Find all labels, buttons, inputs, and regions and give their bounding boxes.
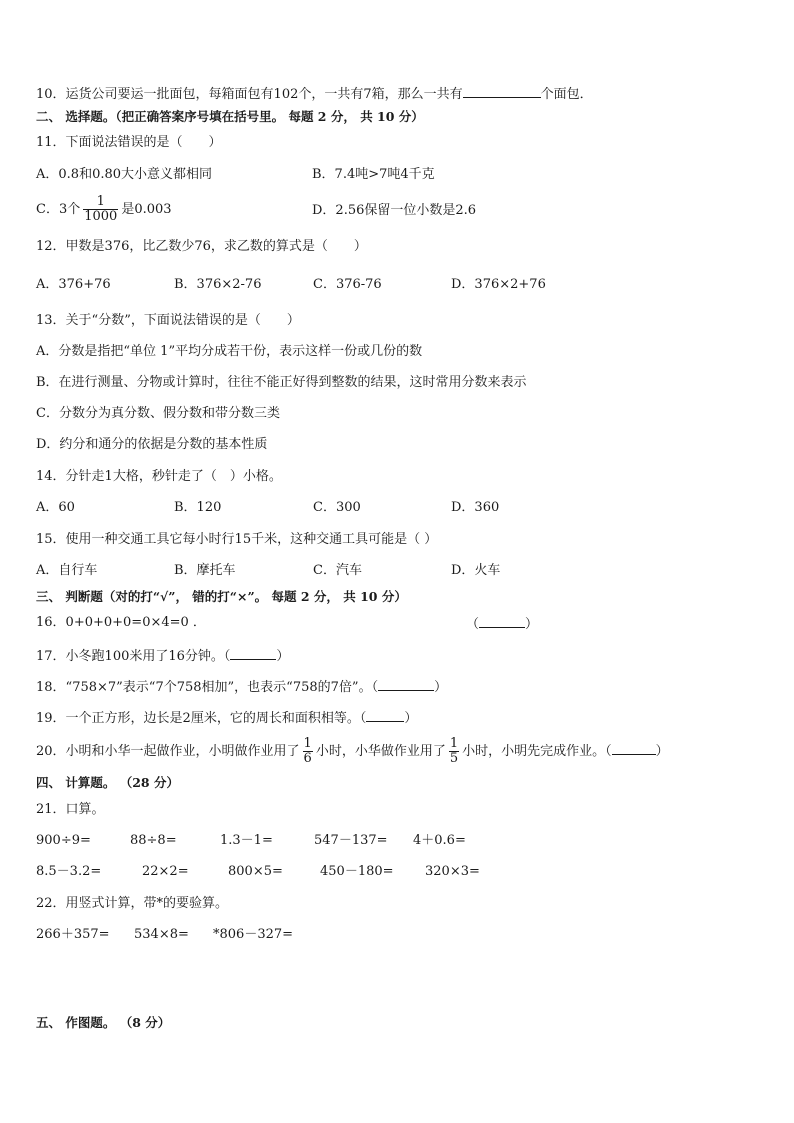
answer-blank[interactable]	[378, 677, 434, 691]
question-14-option-c[interactable]: C．300	[313, 500, 361, 515]
calc-item[interactable]: 547－137=	[314, 833, 388, 848]
question-16-text: 16．0+0+0+0=0×4=0 ．	[36, 615, 206, 630]
paren-right: ）	[434, 680, 448, 695]
answer-blank[interactable]	[463, 84, 541, 98]
fraction-2	[449, 737, 459, 766]
question-13-option-d[interactable]: D．约分和通分的依据是分数的基本性质	[36, 437, 268, 452]
calc-item[interactable]: 450－180=	[320, 864, 394, 879]
question-11-option-d[interactable]: D．2.56保留一位小数是2.6	[312, 203, 477, 218]
calc-item[interactable]: 900÷9=	[36, 833, 91, 848]
option-c-prefix: C．3个	[36, 202, 81, 217]
question-14-stem: 14．分针走1大格，秒针走了（ ）小格。	[36, 469, 282, 484]
question-17	[36, 646, 289, 666]
fraction	[83, 195, 118, 224]
question-10-text: 10．运货公司要运一批面包，每箱面包有102个，一共有7箱，那么一共有	[36, 87, 463, 102]
question-18	[36, 677, 447, 697]
question-19	[36, 708, 417, 728]
answer-blank[interactable]	[366, 708, 404, 722]
question-20-text-1: 20．小明和小华一起做作业，小明做作业用了	[36, 744, 300, 759]
fraction-numerator: 1	[83, 195, 118, 210]
question-11-option-a[interactable]: A．0.8和0.80大小意义都相同	[36, 167, 213, 182]
question-13-option-b[interactable]: B．在进行测量、分物或计算时，往往不能正好得到整数的结果，这时常用分数来表示	[36, 375, 527, 390]
vertical-calc-item[interactable]: *806－327=	[213, 927, 294, 942]
section-3-heading: 三、 判断题（对的打“√”， 错的打“×”。 每题 2 分， 共 10 分）	[36, 589, 407, 604]
question-13-option-a[interactable]: A．分数是指把“单位 1”平均分成若干份，表示这样一份或几份的数	[36, 344, 423, 359]
paren-right: ）	[276, 649, 290, 664]
question-22-stem: 22．用竖式计算，带*的要验算。	[36, 896, 229, 911]
fraction-numerator: 1	[303, 736, 312, 751]
answer-blank[interactable]	[612, 741, 656, 755]
option-c-suffix: 是0.003	[121, 202, 172, 217]
question-15-option-d[interactable]: D．火车	[451, 563, 501, 578]
question-13-option-c[interactable]: C．分数分为真分数、假分数和带分数三类	[36, 406, 280, 421]
question-12-option-d[interactable]: D．376×2+76	[451, 277, 546, 292]
question-15-option-b[interactable]: B．摩托车	[174, 563, 236, 578]
question-12-option-a[interactable]: A．376+76	[36, 277, 111, 292]
question-16-answer[interactable]	[466, 614, 538, 634]
paren-left: （	[466, 617, 480, 632]
vertical-calc-item[interactable]: 534×8=	[134, 927, 189, 942]
question-20-text-2: 小时，小华做作业用了	[315, 744, 446, 759]
calc-item[interactable]: 1.3－1=	[220, 833, 273, 848]
question-13-stem: 13．关于“分数”，下面说法错误的是（ ）	[36, 313, 300, 328]
calc-item[interactable]: 8.5－3.2=	[36, 864, 102, 879]
fraction-denominator: 6	[303, 751, 312, 766]
answer-blank[interactable]	[479, 614, 525, 628]
section-2-heading: 二、 选择题。（把正确答案序号填在括号里。 每题 2 分， 共 10 分）	[36, 109, 424, 124]
calc-item[interactable]: 22×2=	[142, 864, 189, 879]
answer-blank[interactable]	[230, 646, 276, 660]
question-20	[36, 734, 669, 770]
calc-item[interactable]: 320×3=	[425, 864, 480, 879]
calc-item[interactable]: 4＋0.6=	[413, 833, 466, 848]
vertical-calc-item[interactable]: 266＋357=	[36, 927, 110, 942]
paren-right: ）	[655, 744, 669, 759]
question-11-stem: 11．下面说法错误的是（ ）	[36, 135, 222, 150]
paren-right: ）	[404, 711, 418, 726]
question-12-stem: 12．甲数是376，比乙数少76，求乙数的算式是（ ）	[36, 239, 367, 254]
question-21-stem: 21．口算。	[36, 802, 105, 817]
question-15-option-c[interactable]: C．汽车	[313, 563, 362, 578]
question-14-option-b[interactable]: B．120	[174, 500, 222, 515]
question-12-option-b[interactable]: B．376×2-76	[174, 277, 262, 292]
question-19-text: 19．一个正方形，边长是2厘米，它的周长和面积相等。（	[36, 711, 367, 726]
question-18-text: 18．“758×7”表示“7个758相加”，也表示“758的7倍”。（	[36, 680, 379, 695]
question-11-option-b[interactable]: B．7.4吨>7吨4千克	[312, 167, 435, 182]
paren-right: ）	[525, 617, 539, 632]
question-10-tail: 个面包．	[540, 87, 593, 102]
question-17-text: 17．小冬跑100米用了16分钟。（	[36, 649, 231, 664]
fraction-1	[303, 737, 313, 766]
question-15-option-a[interactable]: A．自行车	[36, 563, 98, 578]
question-20-text-3: 小时，小明先完成作业。（	[462, 744, 612, 759]
question-14-option-a[interactable]: A．60	[36, 500, 75, 515]
section-5-heading: 五、 作图题。 （8 分）	[36, 1015, 171, 1030]
fraction-denominator: 5	[449, 751, 459, 766]
question-15-stem: 15．使用一种交通工具它每小时行15千米，这种交通工具可能是（ ）	[36, 532, 438, 547]
fraction-denominator: 1000	[84, 209, 118, 224]
fraction-numerator: 1	[449, 736, 459, 751]
calc-item[interactable]: 88÷8=	[130, 833, 177, 848]
section-4-heading: 四、 计算题。 （28 分）	[36, 775, 179, 790]
calc-item[interactable]: 800×5=	[228, 864, 283, 879]
question-12-option-c[interactable]: C．376-76	[313, 277, 382, 292]
question-14-option-d[interactable]: D．360	[451, 500, 500, 515]
question-10	[36, 84, 593, 104]
question-11-option-c[interactable]	[36, 194, 172, 226]
